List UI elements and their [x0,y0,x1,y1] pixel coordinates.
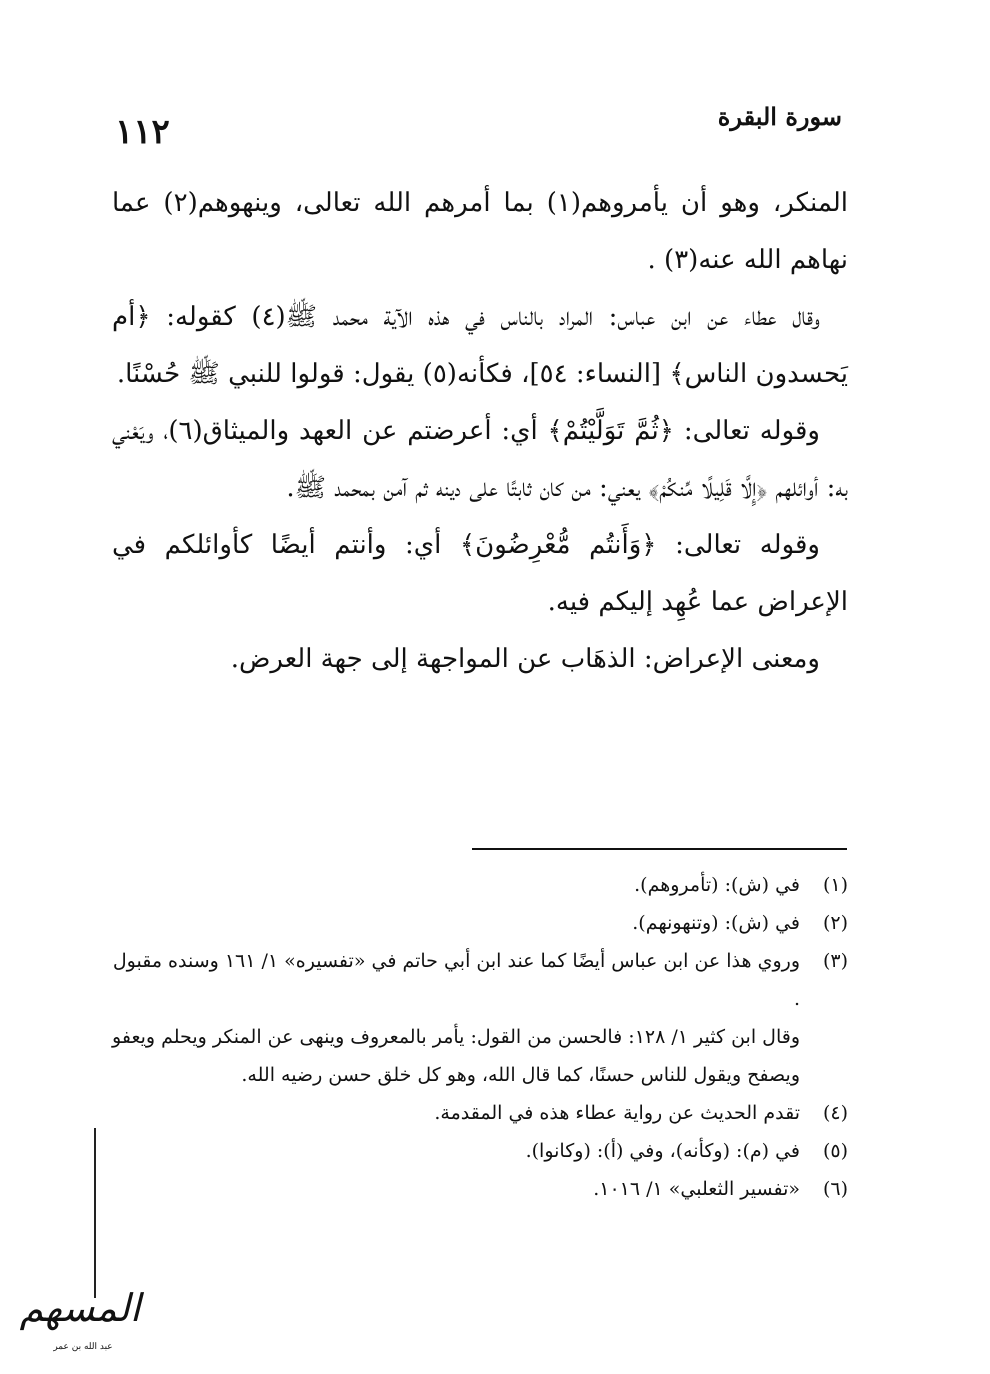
footnote-text: وروي هذا عن ابن عباس أيضًا كما عند ابن أبي حاتم في «تفسيره» ١/ ١٦١ وسنده مقبول . [112,950,800,1010]
surah-title: سورة البقرة [717,102,842,131]
footnote-text: «تفسير الثعلبي» ١/ ١٠١٦. [593,1178,800,1200]
paragraph: وقوله تعالى: ﴿وَأَنتُم مُّعْرِضُونَ﴾ أي: وأنتم أيضًا كأوائلكم في الإعراض عما عُهِد إليكم فيه. [112,530,848,617]
margin-line [94,1128,96,1298]
footnote-number: (٤) [822,1102,848,1124]
logo-text: المسهم [19,1286,141,1330]
footnote-text: في (م): (وكأنه)، وفي (أ): (وكانوا). [525,1140,800,1162]
footnote-number: (٣) [822,950,848,972]
page-number: ١١٢ [115,112,170,152]
footnote [108,1132,848,1170]
main-text [112,175,848,688]
footnote-number: (١) [822,874,848,896]
footnote [108,904,848,942]
footnote-number: (٥) [822,1140,848,1162]
footnote-text: تقدم الحديث عن رواية عطاء هذه في المقدمة. [434,1102,800,1124]
paragraph: وقال عطاء عن ابن عباس: المراد بالناس في هذه الآية محمد ﷺ(٤) كقوله: ﴿أم يَحسدون الناس﴾ [النساء: ٥٤]، فكأنه(٥) يقول: قولوا للنبي ﷺ حُسْنًا. [112,302,848,389]
footnote [108,866,848,904]
footnote [108,1094,848,1132]
paragraph: المنكر، وهو أن يأمروهم(١) بما أمرهم الله تعالى، وينهوهم(٢) عما نهاهم الله عنه(٣) . [112,188,848,275]
paragraph: ومعنى الإعراض: الذهَاب عن المواجهة إلى جهة العرض. [230,644,820,674]
publisher-logo [10,1284,150,1360]
footnote-text: في (ش): (وتنهونهم). [632,912,800,934]
footnote [108,1170,848,1208]
logo-subtext: عبد الله بن عمر [53,1342,113,1352]
paragraph: وقوله تعالى: ﴿ثُمَّ تَوَلَّيْتُمْ﴾ أي: أعرضتم عن العهد والميثاق(٦)، ويَعْني به: أوائلهم ﴿إِلَّا قَلِيلًا مِّنكُمْ﴾ يعني: من كان ثابتًا على دينه ثم آمن بمحمد ﷺ. [112,416,848,503]
footnote [108,1018,848,1094]
footnote-number: (٢) [822,912,848,934]
footnote [108,942,848,1018]
footnote-text: وقال ابن كثير ١/ ١٢٨: فالحسن من القول: يأمر بالمعروف وينهى عن المنكر ويحلم ويعفو ويصفح ويقول للناس حسنًا، كما قال الله، وهو كل خلق حسن رضيه الله. [112,1026,800,1086]
footnote-divider [472,848,847,850]
footnotes [108,866,848,1208]
footnote-text: في (ش): (تأمروهم). [634,874,800,896]
footnote-number: (٦) [822,1178,848,1200]
